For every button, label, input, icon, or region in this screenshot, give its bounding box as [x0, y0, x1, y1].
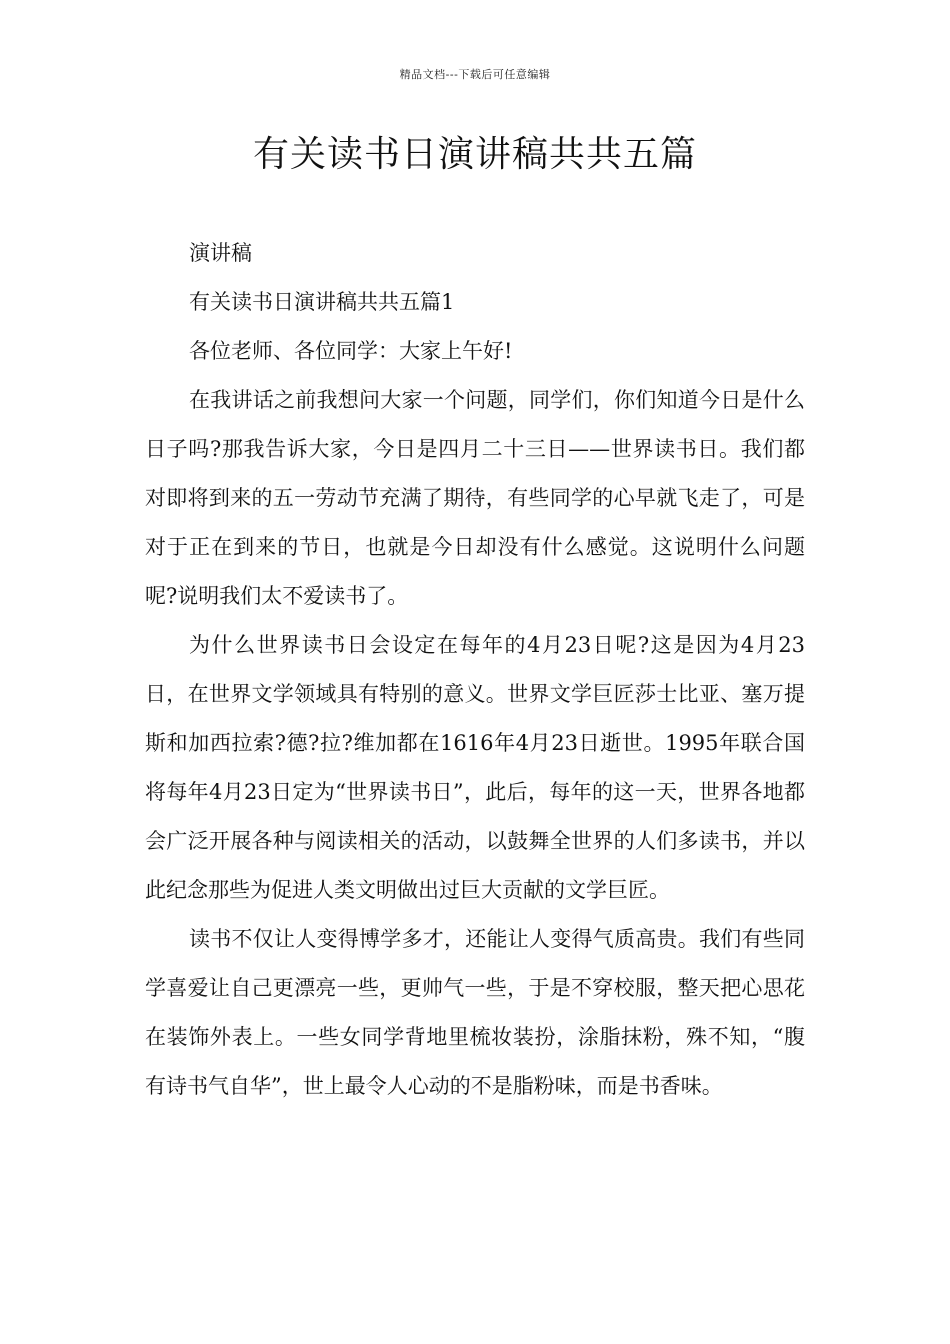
document-body: [145, 229, 805, 1111]
paragraph-body: 为什么世界读书日会设定在每年的4月23日呢?这是因为4月23日，在世界文学领域具有特别的意义。世界文学巨匠莎士比亚、塞万提斯和加西拉索?德?拉?维加都在1616年4月23日逝世。1995年联合国将每年4月23日定为“世界读书日”，此后，每年的这一天，世界各地都会广泛开展各种与阅读相关的活动，以鼓舞全世界的人们多读书，并以此纪念那些为促进人类文明做出过巨大贡献的文学巨匠。: [145, 633, 805, 902]
paragraph-category: 演讲稿: [189, 241, 252, 265]
paragraph-body: 读书不仅让人变得博学多才，还能让人变得气质高贵。我们有些同学喜爱让自己更漂亮一些，更帅气一些，于是不穿校服，整天把心思花在装饰外表上。一些女同学背地里梳妆装扮，涂脂抹粉，殊不知，“腹有诗书气自华”，世上最令人心动的不是脂粉味，而是书香味。: [145, 927, 805, 1098]
document-title: 有关读书日演讲稿共共五篇: [252, 134, 697, 175]
paragraph-subtitle: 有关读书日演讲稿共共五篇1: [189, 290, 455, 314]
header-note: 精品文档---下载后可任意编辑: [399, 68, 551, 81]
paragraph-body: 在我讲话之前我想问大家一个问题，同学们，你们知道今日是什么日子吗?那我告诉大家，今日是四月二十三日——世界读书日。我们都对即将到来的五一劳动节充满了期待，有些同学的心早就飞走了，可是对于正在到来的节日，也就是今日却没有什么感觉。这说明什么问题呢?说明我们太不爱读书了。: [145, 388, 805, 608]
paragraph-greeting: 各位老师、各位同学：大家上午好!: [189, 339, 513, 363]
